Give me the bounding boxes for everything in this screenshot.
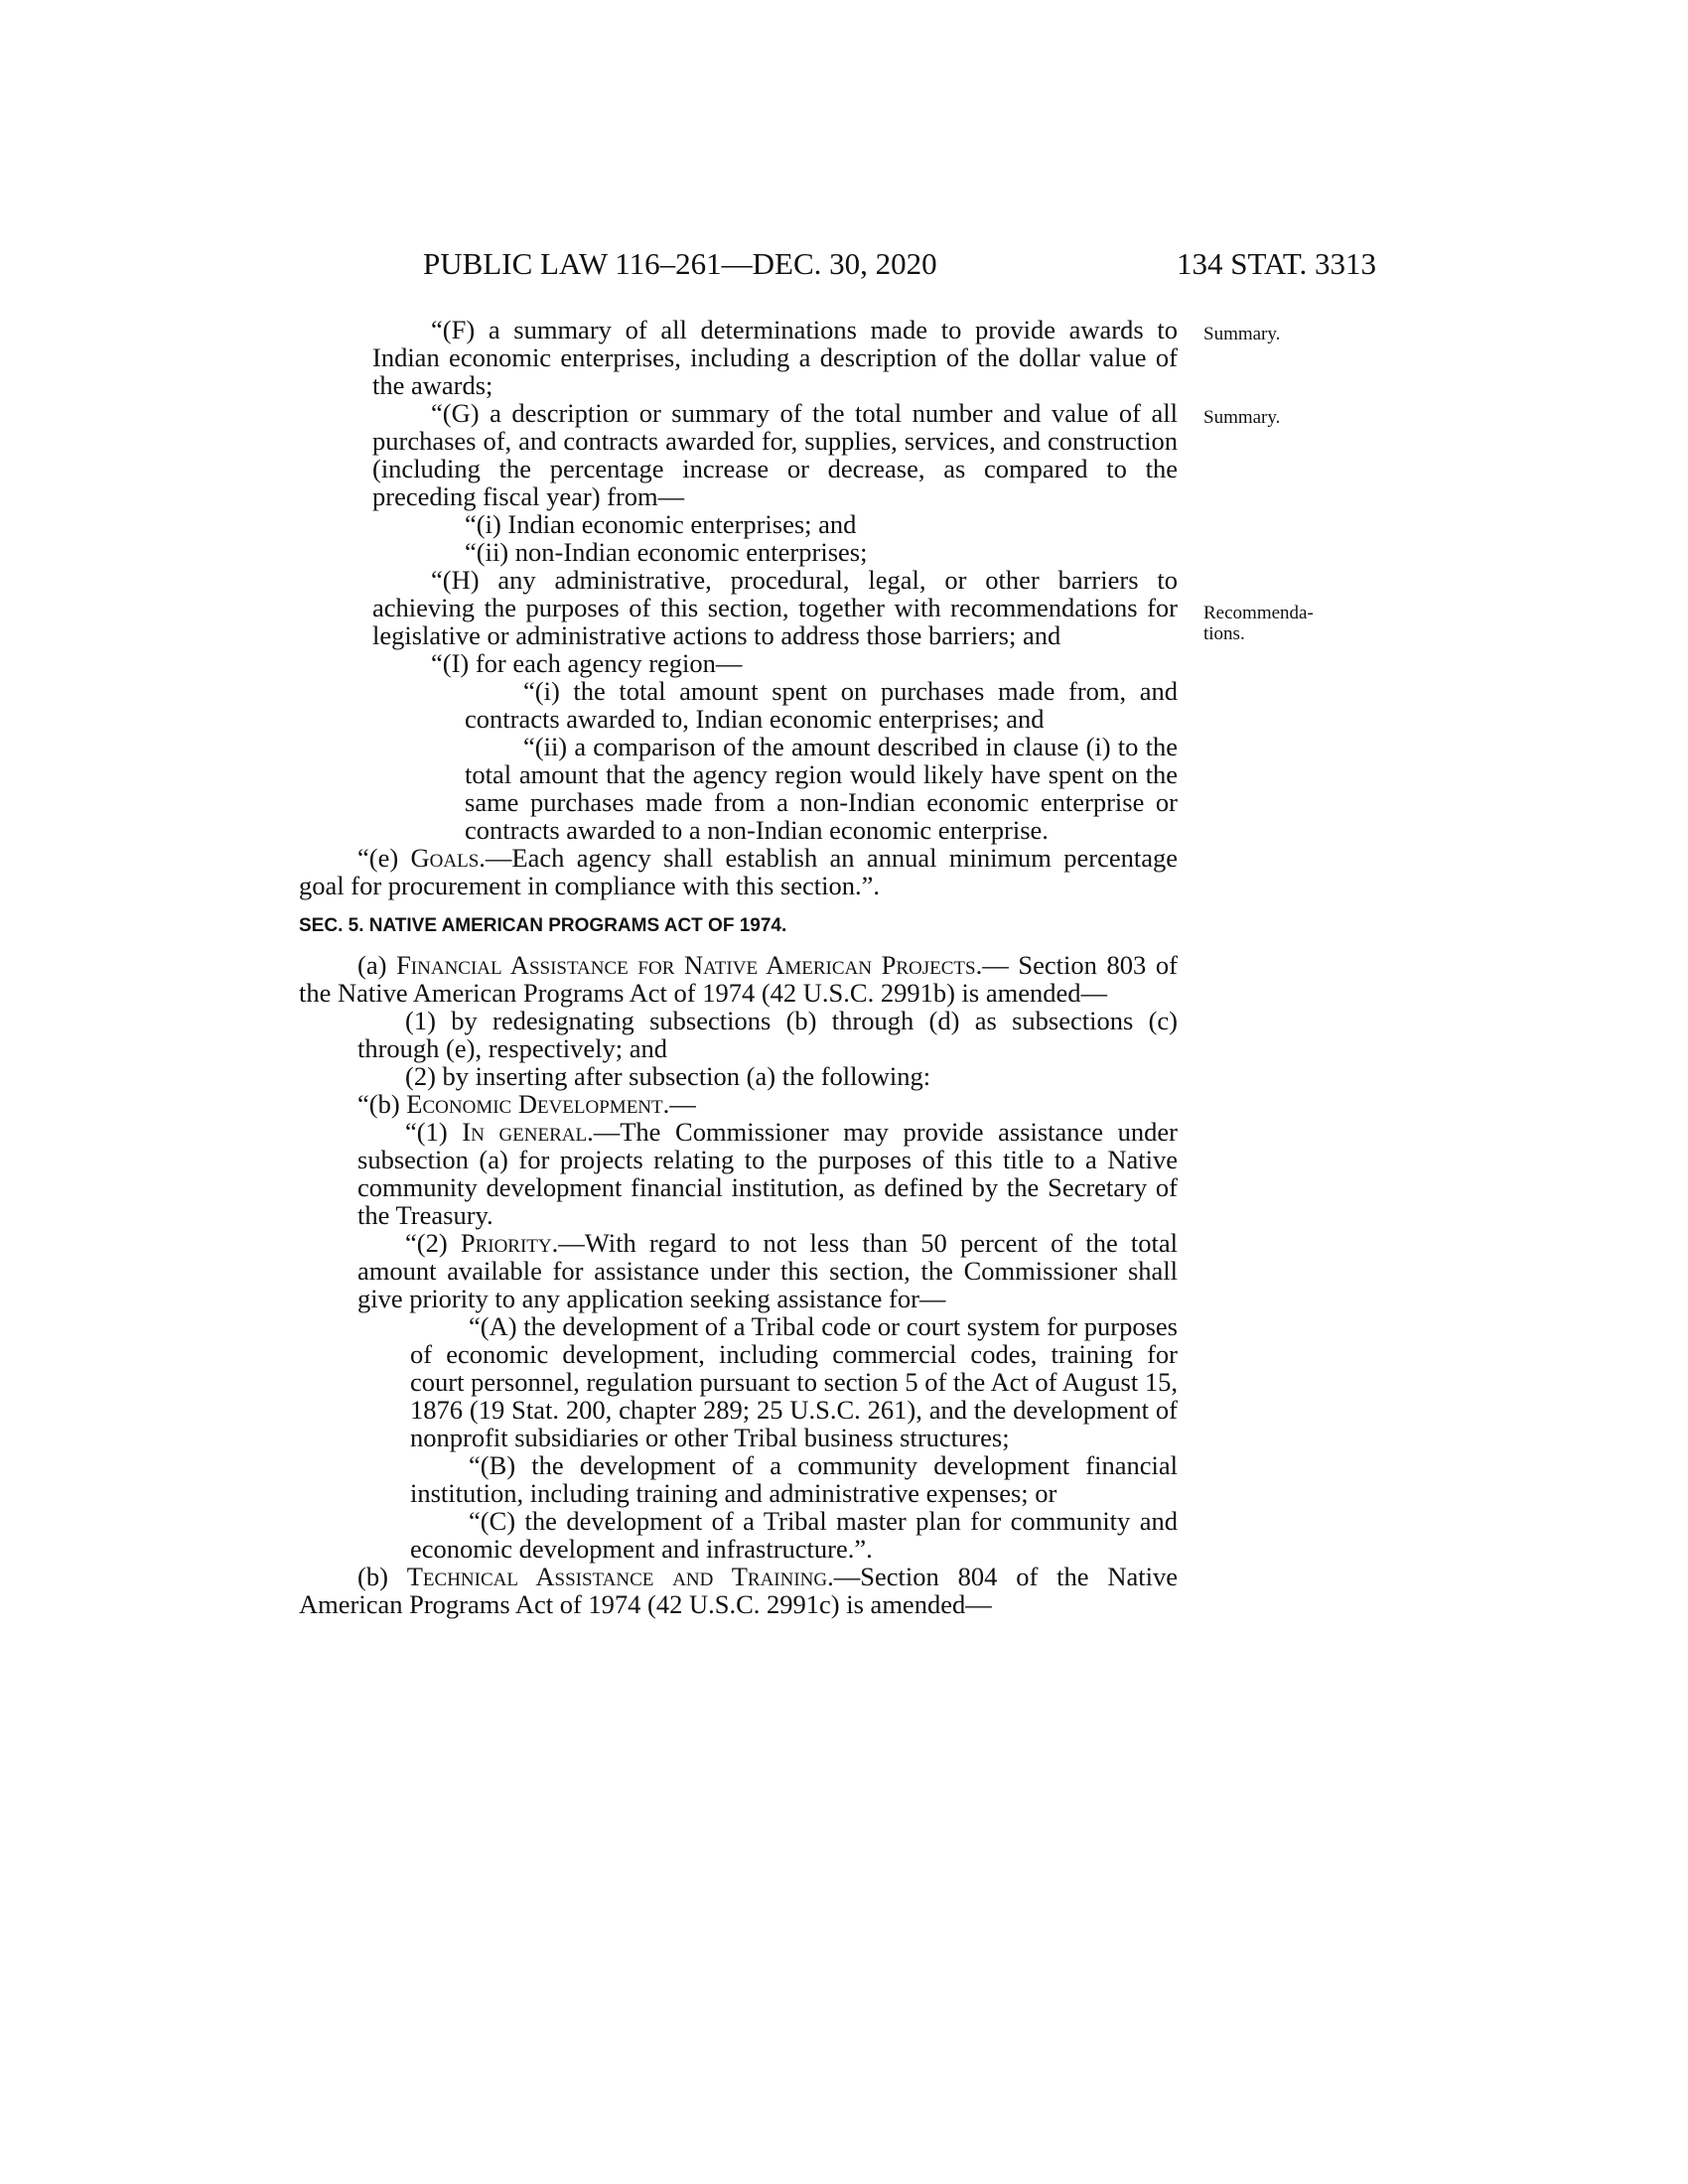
subsection-heading: Technical Assistance and Training: [406, 1562, 828, 1591]
clause-G-i: “(i) Indian economic enterprises; and: [465, 509, 857, 539]
paragraph-text: .—With regard to not less than 50 percent of the total amount available for assistance under this section, the Commissioner shall give priority to any application seeking assistance for—: [357, 1228, 1178, 1313]
subsection-label: “(b): [357, 1089, 407, 1119]
margin-note-line: tions.: [1203, 623, 1245, 644]
margin-note-line: Recommenda-: [1203, 603, 1314, 623]
inserted-subsection-b: [299, 1090, 1178, 1118]
paragraph-G: “(G) a description or summary of the total number and value of all purchases of, and contracts awarded for, supplies, services, and construction (including the percentage increase or decrease, as compared to the preceding fiscal year) from—: [372, 398, 1178, 511]
statute-body: [299, 316, 1178, 1618]
paragraph-heading: Priority: [460, 1228, 552, 1258]
clause-I-i: “(i) the total amount spent on purchases made from, and contracts awarded to, Indian economic enterprises; and: [465, 676, 1178, 734]
subsection-label: (b): [357, 1562, 407, 1591]
paragraph-label: “(2): [405, 1228, 461, 1258]
statute-page-number: 134 STAT. 3313: [1176, 246, 1376, 281]
subsection-a: [299, 951, 1178, 1007]
paragraph-b-1: [299, 1118, 1178, 1229]
clause-G-ii: “(ii) non-Indian economic enterprises;: [465, 537, 868, 567]
subsection-label: “(e): [357, 843, 411, 873]
paragraph-I: “(I) for each agency region—: [431, 648, 743, 678]
section-heading: SEC. 5. NATIVE AMERICAN PROGRAMS ACT OF 1974.: [299, 915, 787, 936]
margin-note-summary: Summary.: [1203, 407, 1281, 428]
paragraph-label: “(1): [405, 1117, 463, 1147]
paragraph-a-1: (1) by redesignating subsections (b) through (d) as subsections (c) through (e), respectively; and: [357, 1006, 1178, 1063]
paragraph-F: “(F) a summary of all determinations made to provide awards to Indian economic enterprises, including a description of the dollar value of the awards;: [372, 315, 1178, 400]
page-header: [423, 246, 1376, 286]
subparagraph-A: “(A) the development of a Tribal code or court system for purposes of economic development, including commercial codes, training for court personnel, regulation pursuant to section 5 of the Act of August 15, 1876 (19 Stat. 200, chapter 289; 25 U.S.C. 261), and the development of nonprofit subsidiaries or other Tribal business structures;: [410, 1311, 1178, 1452]
paragraph-text: .—The Commissioner may provide assistance under subsection (a) for projects relating to the purposes of this title to a Native community development financial institution, as defined by the Secretary of the Treasury.: [357, 1117, 1178, 1230]
subsection-text: .—Each agency shall establish an annual minimum percentage goal for procurement in compliance with this section.”.: [299, 843, 1178, 900]
subsection-text: .—Section 804 of the Native American Programs Act of 1974 (42 U.S.C. 2991c) is amended—: [299, 1562, 1178, 1619]
subsection-text: .— Section 803 of the Native American Programs Act of 1974 (42 U.S.C. 2991b) is amended—: [299, 950, 1178, 1008]
paragraph-heading: In general: [462, 1117, 588, 1147]
subsection-dash: .—: [662, 1089, 696, 1119]
clause-I-ii: “(ii) a comparison of the amount described in clause (i) to the total amount that the agency region would likely have spent on the same purchases made from a non-Indian economic enterprise or contracts awarded to a non-Indian economic enterprise.: [465, 732, 1178, 845]
paragraph-H: “(H) any administrative, procedural, legal, or other barriers to achieving the purposes of this section, together with recommendations for legislative or administrative actions to address those barriers; and: [372, 565, 1178, 650]
subsection-heading: Goals: [410, 843, 480, 873]
paragraph-a-2: (2) by inserting after subsection (a) the following:: [405, 1061, 931, 1091]
subparagraph-B: “(B) the development of a community development financial institution, including training and administrative expenses; or: [410, 1450, 1178, 1508]
paragraph-b-2: [299, 1229, 1178, 1312]
margin-note-summary: Summary.: [1203, 324, 1281, 344]
subsection-label: (a): [357, 950, 397, 980]
subsection-e-goals: [299, 844, 1178, 899]
subsection-heading: Financial Assistance for Native American Projects: [396, 950, 976, 980]
subsection-b-technical: [299, 1563, 1178, 1618]
subparagraph-C: “(C) the development of a Tribal master plan for community and economic development and infrastructure.”.: [410, 1506, 1178, 1564]
subsection-heading: Economic Development: [406, 1089, 663, 1119]
public-law-citation: PUBLIC LAW 116–261—DEC. 30, 2020: [423, 246, 937, 281]
margin-note-recommendations: [1203, 603, 1314, 644]
